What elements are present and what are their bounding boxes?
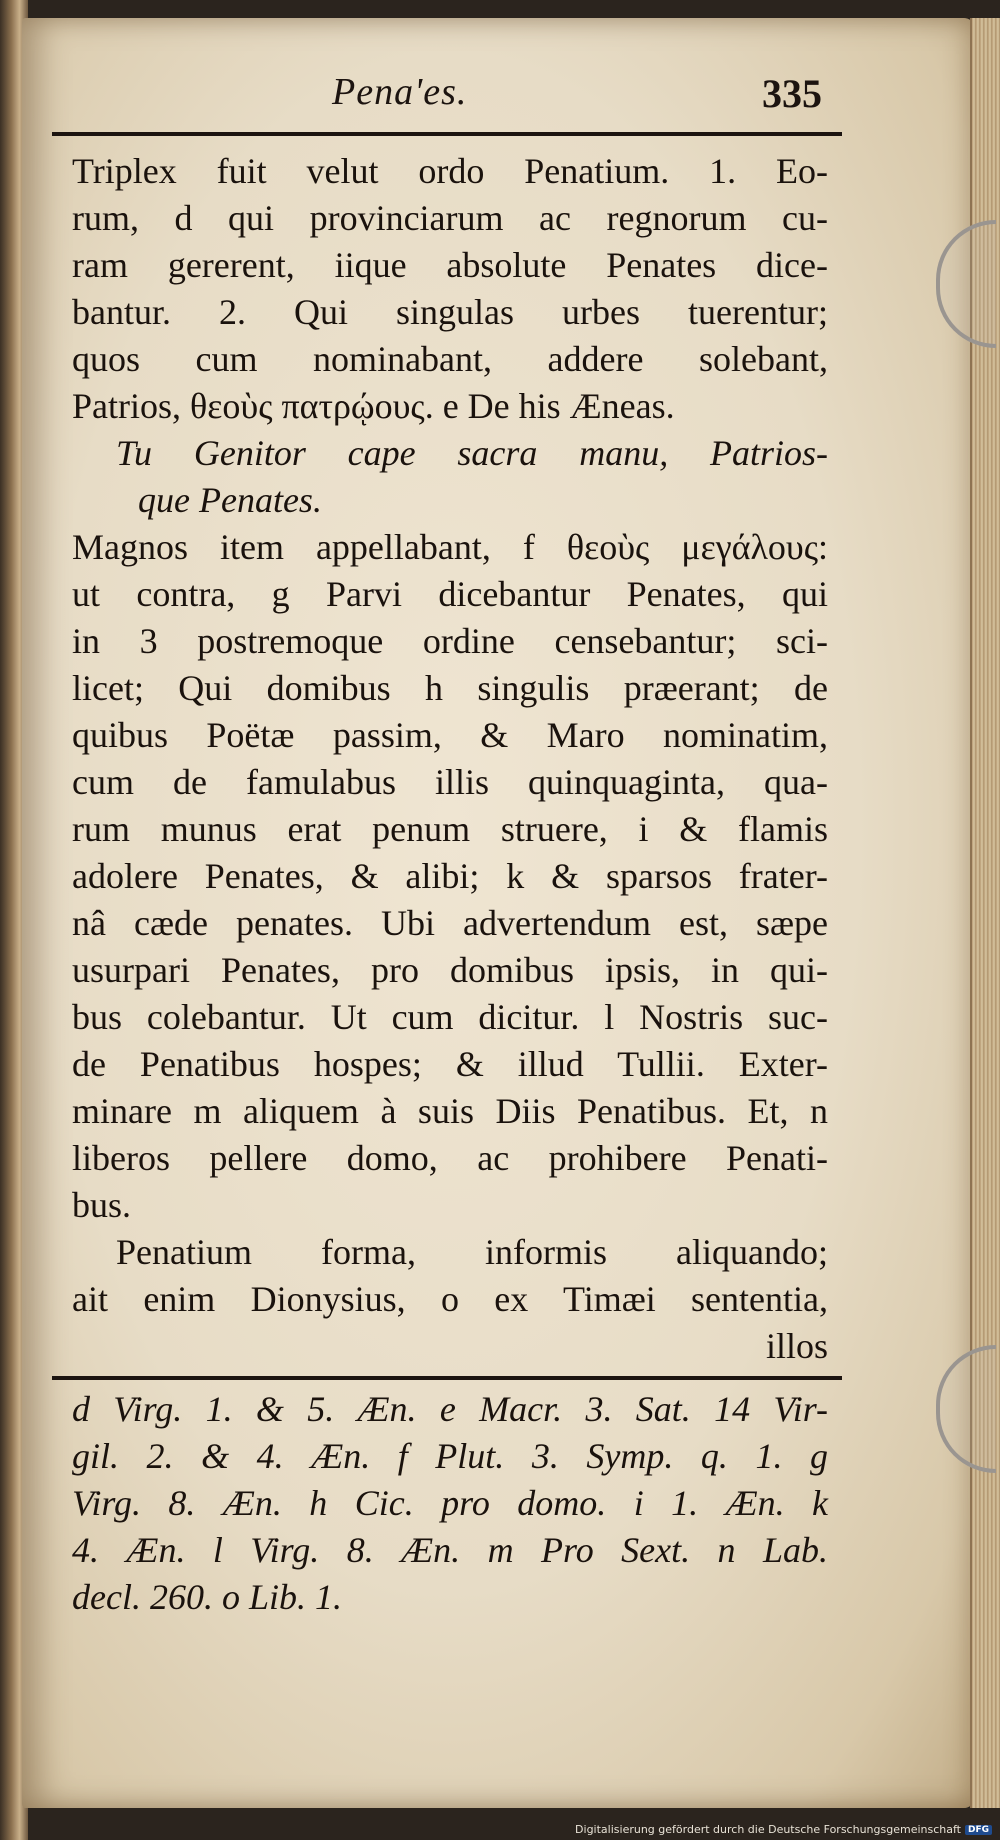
credit-text: Digitalisierung gefördert durch die Deutsche Forschungsgemeinschaft xyxy=(575,1823,961,1836)
text-line: licet; Qui domibus h singulis præerant; de xyxy=(72,668,828,708)
footnote-rule xyxy=(52,1376,842,1380)
text-line: bus colebantur. Ut cum dicitur. l Nostris suc- xyxy=(72,997,828,1037)
note-line: d Virg. 1. & 5. Æn. e Macr. 3. Sat. 14 Vir- xyxy=(72,1389,828,1429)
text-line: Magnos item appellabant, f θεοὺς μεγάλους: xyxy=(72,527,828,567)
text-line: usurpari Penates, pro domibus ipsis, in qui- xyxy=(72,950,828,990)
text-line: ait enim Dionysius, o ex Timæi sententia, xyxy=(72,1279,828,1319)
text-line: quibus Poëtæ passim, & Maro nominatim, xyxy=(72,715,828,755)
text-line: quos cum nominabant, addere solebant, xyxy=(72,339,828,379)
text-line: rum, d qui provinciarum ac regnorum cu- xyxy=(72,198,828,238)
page-header xyxy=(52,70,842,130)
page-number: 335 xyxy=(762,71,822,116)
text-line: bantur. 2. Qui singulas urbes tuerentur; xyxy=(72,292,828,332)
note-line: gil. 2. & 4. Æn. f Plut. 3. Symp. q. 1. g xyxy=(72,1436,828,1476)
note-line: 4. Æn. l Virg. 8. Æn. m Pro Sext. n Lab. xyxy=(72,1530,828,1570)
main-text xyxy=(72,148,828,1370)
text-line: liberos pellere domo, ac prohibere Penati- xyxy=(72,1138,828,1178)
text-line: rum munus erat penum struere, i & flamis xyxy=(72,809,828,849)
text-line: Penatium forma, informis aliquando; xyxy=(116,1232,828,1272)
text-line: in 3 postremoque ordine censebantur; sci- xyxy=(72,621,828,661)
text-line: Triplex fuit velut ordo Penatium. 1. Eo- xyxy=(72,151,828,191)
text-line: ut contra, g Parvi dicebantur Penates, qui xyxy=(72,574,828,614)
note-line: Virg. 8. Æn. h Cic. pro domo. i 1. Æn. k xyxy=(72,1483,828,1523)
note-line: decl. 260. o Lib. 1. xyxy=(72,1577,342,1617)
text-line: adolere Penates, & alibi; k & sparsos frater- xyxy=(72,856,828,896)
marginal-notes xyxy=(72,1386,828,1621)
text-line: cum de famulabus illis quinquaginta, qua- xyxy=(72,762,828,802)
dfg-logo: DFG xyxy=(965,1825,992,1835)
verse-quote xyxy=(72,430,828,524)
running-title: Pena'es. xyxy=(332,71,468,113)
text-line: bus. xyxy=(72,1185,132,1225)
text-line: de Penatibus hospes; & illud Tullii. Exter- xyxy=(72,1044,828,1084)
text-line: Patrios, θεοὺς πατρῴους. e De his Æneas. xyxy=(72,386,675,426)
digitization-credit xyxy=(575,1823,992,1836)
quote-line: Tu Genitor cape sacra manu, Patrios- xyxy=(116,433,828,473)
header-rule xyxy=(52,132,842,136)
text-line: nâ cæde penates. Ubi advertendum est, sæpe xyxy=(72,903,828,943)
catchword: illos xyxy=(765,1326,828,1366)
text-line: minare m aliquem à suis Diis Penatibus. Et, n xyxy=(72,1091,828,1131)
quote-line: que Penates. xyxy=(138,480,322,520)
text-line: ram gererent, iique absolute Penates dice- xyxy=(72,245,828,285)
